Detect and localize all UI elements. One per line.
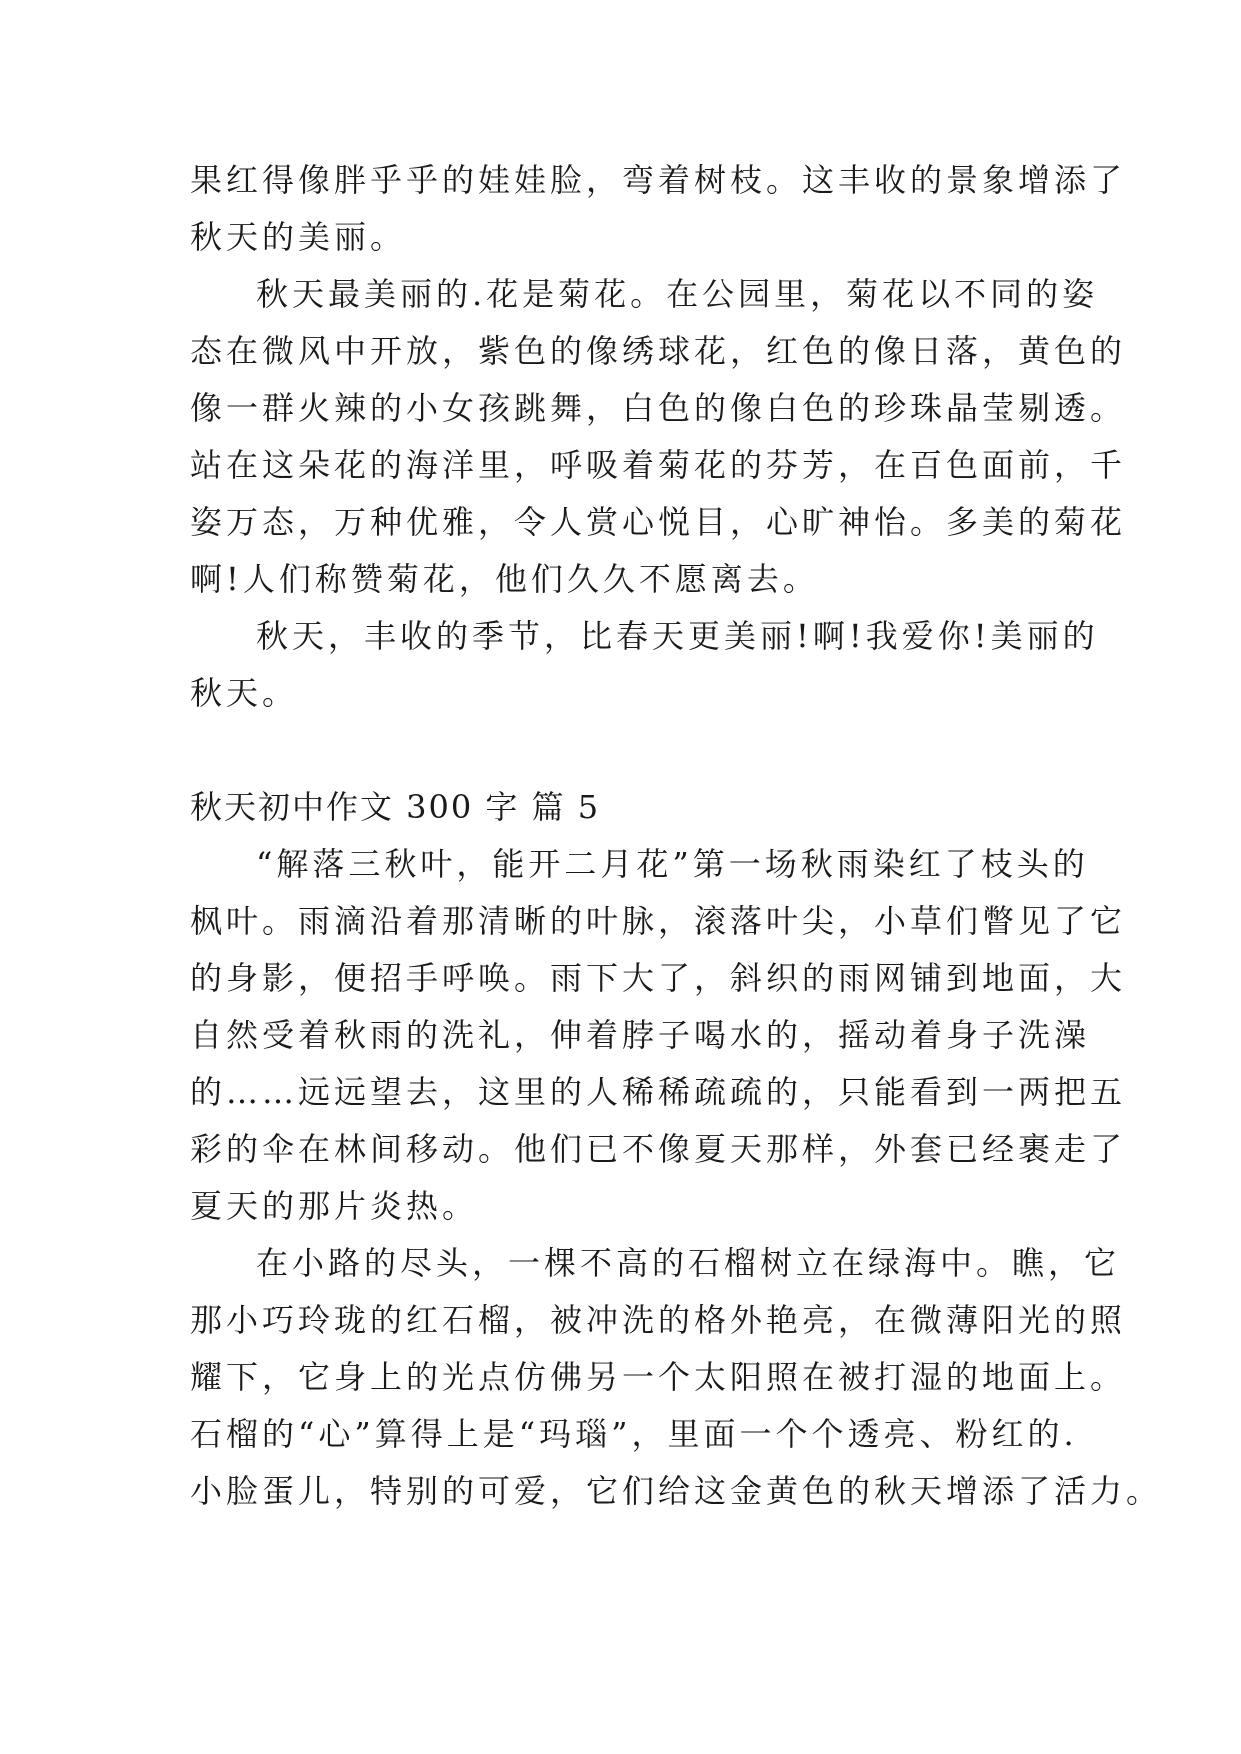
text-line: 耀下，它身上的光点仿佛另一个太阳照在被打湿的地面上。 <box>190 1358 1127 1396</box>
text-line: “解落三秋叶，能开二月花”第一场秋雨染红了枝头的 <box>256 845 1089 883</box>
text-line: 秋天最美丽的.花是菊花。在公园里，菊花以不同的姿 <box>256 275 1099 313</box>
text-line: 秋天的美丽。 <box>190 218 407 256</box>
document-body <box>190 152 1163 1520</box>
text-line: 彩的伞在林间移动。他们已不像夏天那样，外套已经裹走了 <box>190 1130 1127 1168</box>
paragraph-3 <box>190 608 1099 722</box>
text-line: 的……远远望去，这里的人稀稀疏疏的，只能看到一两把五 <box>190 1073 1127 1111</box>
text-line: 像一群火辣的小女孩跳舞，白色的像白色的珍珠晶莹剔透。 <box>190 389 1127 427</box>
text-line: 夏天的那片炎热。 <box>190 1187 479 1225</box>
text-line: 秋天。 <box>190 674 299 712</box>
paragraph-1 <box>190 152 1127 266</box>
text-line: 在小路的尽头，一棵不高的石榴树立在绿海中。瞧，它 <box>256 1244 1121 1282</box>
text-line: 自然受着秋雨的洗礼，伸着脖子喝水的，摇动着身子洗澡 <box>190 1016 1091 1054</box>
text-line: 秋天，丰收的季节，比春天更美丽!啊!我爱你!美丽的 <box>256 617 1099 655</box>
text-line: 的身影，便招手呼唤。雨下大了，斜织的雨网铺到地面，大 <box>190 959 1127 997</box>
paragraph-4 <box>190 836 1127 1235</box>
text-line: 啊!人们称赞菊花，他们久久不愿离去。 <box>190 560 819 598</box>
text-line: 那小巧玲珑的红石榴，被冲洗的格外艳亮，在微薄阳光的照 <box>190 1301 1127 1339</box>
text-line: 站在这朵花的海洋里，呼吸着菊花的芬芳，在百色面前，千 <box>190 446 1127 484</box>
text-line: 小脸蛋儿，特别的可爱，它们给这金黄色的秋天增添了活力。 <box>190 1472 1163 1510</box>
text-line: 果红得像胖乎乎的娃娃脸，弯着树枝。这丰收的景象增添了 <box>190 161 1127 199</box>
text-line: 枫叶。雨滴沿着那清晰的叶脉，滚落叶尖，小草们瞥见了它 <box>190 902 1127 940</box>
text-line: 姿万态，万种优雅，令人赏心悦目，心旷神怡。多美的菊花 <box>190 503 1127 541</box>
paragraph-2 <box>190 266 1127 608</box>
section-spacer <box>190 722 1070 779</box>
text-line: 石榴的“心”算得上是“玛瑙”，里面一个个透亮、粉红的. <box>190 1415 1078 1453</box>
paragraph-5 <box>190 1235 1163 1520</box>
text-line: 态在微风中开放，紫色的像绣球花，红色的像日落，黄色的 <box>190 332 1127 370</box>
section-heading: 秋天初中作文 300 字 篇 5 <box>190 788 601 826</box>
